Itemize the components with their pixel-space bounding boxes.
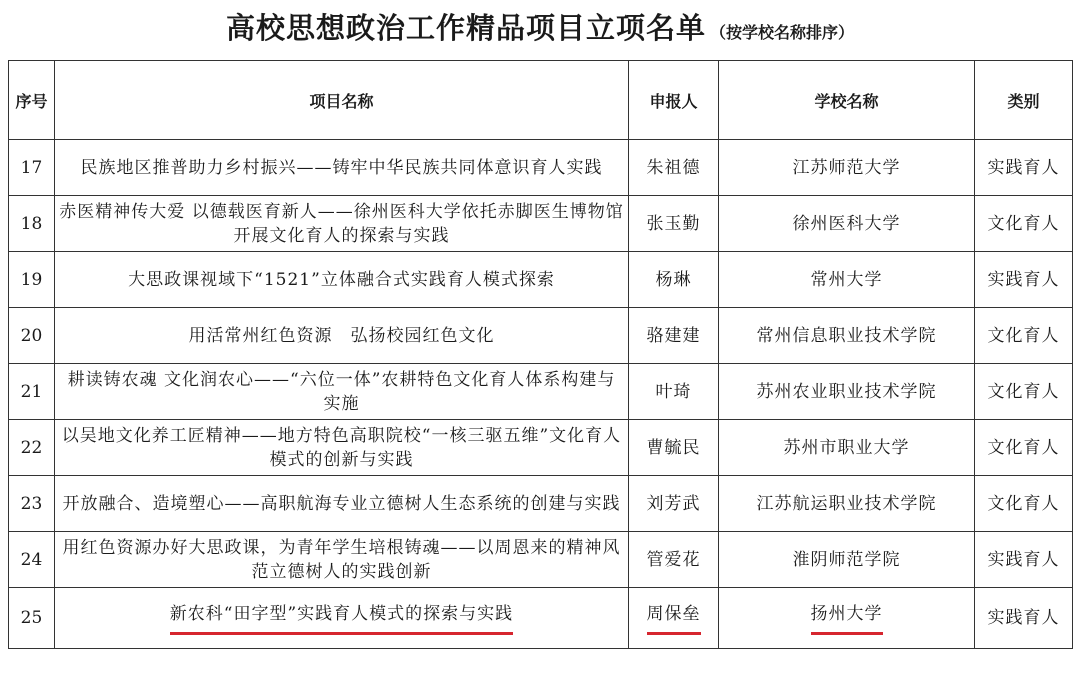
- cell-project-name: 用活常州红色资源 弘扬校园红色文化: [55, 308, 629, 364]
- header-project-name: 项目名称: [55, 61, 629, 140]
- cell-index: 25: [9, 588, 55, 649]
- cell-project-name: 以吴地文化养工匠精神——地方特色高职院校“一核三驱五维”文化育人模式的创新与实践: [55, 420, 629, 476]
- table-row-highlighted: [9, 588, 1073, 649]
- cell-index: 23: [9, 476, 55, 532]
- cell-category: 文化育人: [975, 196, 1073, 252]
- cell-index: 18: [9, 196, 55, 252]
- table-row: [9, 140, 1073, 196]
- cell-category: 实践育人: [975, 140, 1073, 196]
- table-row: [9, 476, 1073, 532]
- cell-project-name: 用红色资源办好大思政课，为青年学生培根铸魂——以周恩来的精神风范立德树人的实践创新: [55, 532, 629, 588]
- cell-index: 20: [9, 308, 55, 364]
- table-row: [9, 532, 1073, 588]
- cell-applicant: [629, 588, 719, 649]
- header-row: [9, 61, 1073, 140]
- cell-school-name: 江苏航运职业技术学院: [719, 476, 975, 532]
- cell-index: 19: [9, 252, 55, 308]
- title-main: 高校思想政治工作精品项目立项名单: [225, 11, 706, 45]
- cell-index: 17: [9, 140, 55, 196]
- cell-project-name: 民族地区推普助力乡村振兴——铸牢中华民族共同体意识育人实践: [55, 140, 629, 196]
- table-row: [9, 420, 1073, 476]
- table-row: [9, 308, 1073, 364]
- table-row: [9, 364, 1073, 420]
- cell-index: 22: [9, 420, 55, 476]
- cell-category: 文化育人: [975, 420, 1073, 476]
- cell-index: 21: [9, 364, 55, 420]
- header-index: 序号: [9, 61, 55, 140]
- header-applicant: 申报人: [629, 61, 719, 140]
- cell-project-name: [55, 588, 629, 649]
- cell-school-name: 苏州市职业大学: [719, 420, 975, 476]
- cell-school-name: 苏州农业职业技术学院: [719, 364, 975, 420]
- cell-index: 24: [9, 532, 55, 588]
- cell-project-name: 大思政课视域下“1521”立体融合式实践育人模式探索: [55, 252, 629, 308]
- cell-school-name: 淮阴师范学院: [719, 532, 975, 588]
- cell-applicant: 管爱花: [629, 532, 719, 588]
- header-school-name: 学校名称: [719, 61, 975, 140]
- cell-applicant: 朱祖德: [629, 140, 719, 196]
- cell-category: 实践育人: [975, 532, 1073, 588]
- cell-project-name: 赤医精神传大爱 以德载医育新人——徐州医科大学依托赤脚医生博物馆开展文化育人的探索与实践: [55, 196, 629, 252]
- project-table: [8, 60, 1073, 649]
- cell-applicant: 骆建建: [629, 308, 719, 364]
- cell-school-name: 常州大学: [719, 252, 975, 308]
- cell-category: 文化育人: [975, 364, 1073, 420]
- cell-project-name: 耕读铸农魂 文化润农心——“六位一体”农耕特色文化育人体系构建与实施: [55, 364, 629, 420]
- cell-school-name: 徐州医科大学: [719, 196, 975, 252]
- underlined-project-name: 新农科“田字型”实践育人模式的探索与实践: [170, 602, 513, 635]
- underlined-applicant: 周保垒: [647, 602, 701, 635]
- cell-applicant: 叶琦: [629, 364, 719, 420]
- cell-project-name: 开放融合、造境塑心——高职航海专业立德树人生态系统的创建与实践: [55, 476, 629, 532]
- title-sub: （按学校名称排序）: [710, 23, 855, 42]
- cell-school-name: 常州信息职业技术学院: [719, 308, 975, 364]
- cell-category: 实践育人: [975, 588, 1073, 649]
- table-row: [9, 196, 1073, 252]
- table-row: [9, 252, 1073, 308]
- cell-school-name: [719, 588, 975, 649]
- cell-applicant: 曹毓民: [629, 420, 719, 476]
- cell-category: 实践育人: [975, 252, 1073, 308]
- cell-applicant: 杨琳: [629, 252, 719, 308]
- underlined-school-name: 扬州大学: [811, 602, 883, 635]
- cell-category: 文化育人: [975, 308, 1073, 364]
- cell-school-name: 江苏师范大学: [719, 140, 975, 196]
- cell-applicant: 张玉勤: [629, 196, 719, 252]
- header-category: 类别: [975, 61, 1073, 140]
- cell-applicant: 刘芳武: [629, 476, 719, 532]
- cell-category: 文化育人: [975, 476, 1073, 532]
- document-title: [0, 6, 1080, 50]
